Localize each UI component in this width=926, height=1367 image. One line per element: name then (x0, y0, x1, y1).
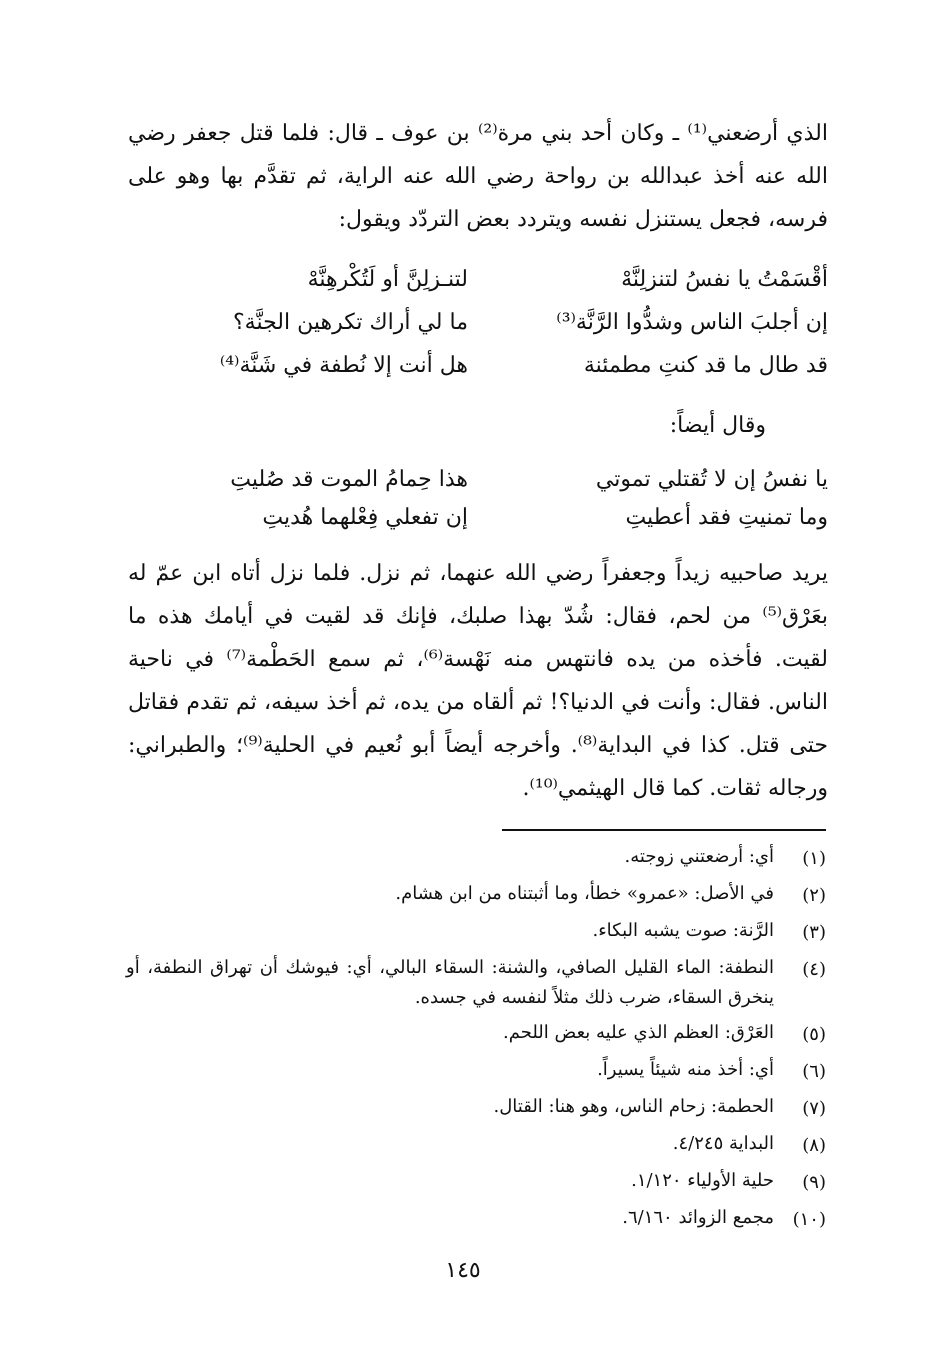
footnote-number: (٦) (802, 1061, 826, 1082)
poem-1-line-3 (128, 344, 828, 387)
poem-2-line-2-second-hemistich: إن تفعلي فِعْلهما هُديتِ (262, 505, 468, 530)
poem-1-line-1-first-hemistich: أقْسَمْتُ يا نفسُ لتنزلِنَّهْ (621, 267, 828, 292)
footnote-text: النطفة: الماء القليل الصافي، والشنة: السقاء البالي، أي: فيوشك أن تهراق النطفة، أو ينخرق السقاء، ضرب ذلك مثلاً لنفسه في جسده. (126, 957, 774, 1008)
body-paragraph-2: يريد صاحبيه زيداً وجعفراً رضي الله عنهما، ثم نزل. فلما نزل أتاه ابن عمّ له بعَرْق⁽⁵⁾ من لحم، فقال: شُدّ بهذا صلبك، فإنك قد لقيت في أيامك هذه ما لقيت. فأخذه من يده فانتهس منه نَهْسة⁽⁶⁾، ثم سمع الحَطْمة⁽⁷⁾ في ناحية الناس. فقال: وأنت في الدنيا؟! ثم ألقاه من يده، ثم أخذ سيفه، ثم تقدم فقاتل حتى قتل. كذا في البداية⁽⁸⁾. وأخرجه أيضاً أبو نُعيم في الحلية⁽⁹⁾؛ والطبراني: ورجاله ثقات. كما قال الهيثمي⁽¹⁰⁾. (128, 561, 829, 801)
footnote-text: أي: أرضعتني زوجته. (624, 846, 774, 867)
poem-2-intro: وقال أيضاً: (669, 413, 766, 438)
footnote-number: (١٠) (792, 1209, 826, 1230)
footnote-2 (126, 879, 826, 911)
footnote-number: (٢) (802, 885, 826, 906)
poem-1-line-3-second-hemistich: هل أنت إلا نُطفة في شَنَّة⁽⁴⁾ (219, 353, 468, 378)
poem-1-line-1 (128, 258, 828, 301)
footnotes (126, 842, 826, 1240)
footnote-text: مجمع الزوائد ٦/١٦٠. (622, 1207, 774, 1228)
footnote-10 (126, 1203, 826, 1235)
poem-2-line-1 (128, 458, 828, 501)
footnote-5 (126, 1018, 826, 1050)
poem-1-line-2 (128, 301, 828, 344)
footnote-1 (126, 842, 826, 874)
poem-1-line-2-second-hemistich: ما لي أراك تكرهين الجنَّة؟ (232, 310, 468, 335)
footnote-separator (502, 829, 826, 831)
footnote-number: (٨) (802, 1135, 826, 1156)
footnote-text: العَرْق: العظم الذي عليه بعض اللحم. (503, 1022, 774, 1043)
poem-1-line-3-first-hemistich: قد طال ما قد كنتِ مطمئنة (583, 353, 828, 378)
footnote-8 (126, 1129, 826, 1161)
footnote-7 (126, 1092, 826, 1124)
footnote-text: في الأصل: «عمرو» خطأ، وما أثبتناه من ابن هشام. (395, 883, 774, 904)
footnote-6 (126, 1055, 826, 1087)
footnote-text: البداية ٤/٢٤٥. (672, 1133, 774, 1154)
page-number: ١٤٥ (445, 1258, 481, 1283)
poem-1-line-1-second-hemistich: لتنـزلِنَّ أو لَتُكْرهِنَّهْ (307, 267, 468, 292)
body-paragraph-1: الذي أرضعني⁽¹⁾ ـ وكان أحد بني مرة⁽²⁾ بن عوف ـ قال: فلما قتل جعفر رضي الله عنه أخذ عبدالله بن رواحة رضي الله عنه الراية، ثم تقدَّم بها وهو على فرسه، فجعل يستنزل نفسه ويتردد بعض التردّد ويقول: (128, 121, 828, 232)
poem-2-line-1-second-hemistich: هذا حِمامُ الموت قد صُليتِ (230, 467, 468, 492)
footnote-number: (٧) (802, 1098, 826, 1119)
poem-1-line-2-first-hemistich: إن أجلبَ الناس وشدُّوا الرَّنَّة⁽³⁾ (556, 310, 828, 335)
footnote-text: الحطمة: زحام الناس، وهو هنا: القتال. (493, 1096, 774, 1117)
footnote-number: (١) (802, 848, 826, 869)
footnote-number: (٩) (802, 1172, 826, 1193)
footnote-text: حلية الأولياء ١/١٢٠. (631, 1170, 774, 1191)
footnote-number: (٣) (802, 922, 826, 943)
footnote-3 (126, 916, 826, 948)
poem-2-line-2 (128, 496, 828, 539)
poem-2-line-1-first-hemistich: يا نفسُ إن لا تُقتلي تموتي (595, 467, 828, 492)
poem-2-line-2-first-hemistich: وما تمنيتِ فقد أعطيتِ (625, 505, 828, 530)
footnote-9 (126, 1166, 826, 1198)
footnote-text: أي: أخذ منه شيئاً يسيراً. (597, 1059, 774, 1080)
footnote-text: الرَّنة: صوت يشبه البكاء. (592, 920, 774, 941)
footnote-number: (٥) (802, 1024, 826, 1045)
footnote-4 (126, 953, 826, 1013)
footnote-number: (٤) (802, 959, 826, 980)
